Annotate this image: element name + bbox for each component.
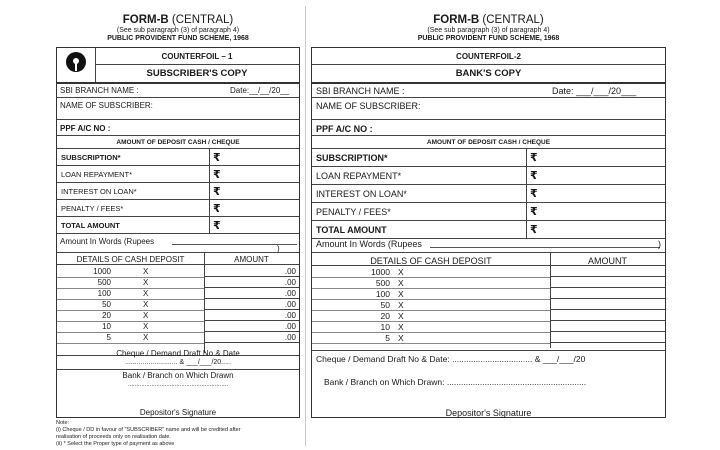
times-sign: X [398,267,404,277]
denomination-amount-field[interactable] [550,332,665,343]
denomination-amount-field[interactable]: .00 [204,299,299,310]
date-field[interactable]: Date: ___/___/20___ [552,86,637,96]
cheque-details-field[interactable]: Cheque / Demand Draft No & Date [116,349,240,358]
deposit-row-label: SUBSCRIPTION* [61,153,121,162]
rupee-icon[interactable]: ₹ [213,220,221,232]
scheme-name: PUBLIC PROVIDENT FUND SCHEME, 1968 [417,35,560,42]
denomination-value: 10 [380,322,390,332]
subscriber-name-field[interactable]: NAME OF SUBSCRIBER: [316,101,421,111]
deposit-row-label: PENALTY / FEES* [316,207,391,217]
page-divider [305,6,306,446]
rupee-icon[interactable]: ₹ [530,188,538,200]
amount-header: AMOUNT [588,256,627,266]
denomination-value: 50 [102,300,111,309]
details-box: SBI BRANCH NAME : Date: ___/___/20___ NAME OF SUBSCRIBER: PPF A/C NO : AMOUNT OF DEPOSIT CASH / CHEQUE Amount In Words (Rupees ) DETAILS OF CASH DEPOSIT AMOUNT Cheque / Demand Draft No & Date: .................................. & ___/___/20 Bank / Branch on Which Drawn: ........................................................... Depositor's Signature SUBSCRIPTION* ₹ LOAN REPAYMENT* ₹ INTEREST ON LOAN* ₹ PENALTY / FEES* ₹ TOTAL AMOUNT ₹ 1000 X 500 X 100 X 50 X 20 X 10 X 5 X [311,83,666,418]
times-sign: X [143,311,149,320]
rupee-icon[interactable]: ₹ [530,206,538,218]
denomination-amount-field[interactable]: .00 [204,321,299,332]
denomination-amount-field[interactable]: .00 [204,277,299,288]
times-sign: X [398,322,404,332]
note-line: (i) Cheque / DD in favour of "SUBSCRIBER" name and will be credited after [56,427,241,433]
deposit-row-label: LOAN REPAYMENT* [316,171,402,181]
ppf-account-field[interactable]: PPF A/C NO : [60,124,111,133]
bank-branch-field[interactable]: Bank / Branch on Which Drawn: ........................................................... [324,377,587,387]
deposit-row-label: SUBSCRIPTION* [316,153,388,163]
copy-title: BANK'S COPY [455,68,522,79]
denomination-amount-field[interactable]: .00 [204,288,299,299]
times-sign: X [143,322,149,331]
deposit-row-label: INTEREST ON LOAN* [316,189,407,199]
rupee-icon[interactable]: ₹ [530,224,538,236]
bank-branch-field[interactable]: Bank / Branch on Which Drawn [122,371,234,380]
denomination-amount-field[interactable] [550,299,665,310]
depositor-signature[interactable]: Depositor's Signature [139,408,217,417]
deposit-header: AMOUNT OF DEPOSIT CASH / CHEQUE [116,139,240,146]
denomination-value: 500 [375,278,390,288]
amount-header: AMOUNT [234,255,269,264]
times-sign: X [398,278,404,288]
bank-copy-form [311,0,666,418]
deposit-row-label: INTEREST ON LOAN* [61,187,137,196]
denomination-value: 500 [97,278,111,287]
branch-name-field[interactable]: SBI BRANCH NAME : [316,86,405,96]
denomination-value: 5 [106,333,111,342]
denomination-amount-field[interactable]: .00 [204,266,299,277]
depositor-signature[interactable]: Depositor's Signature [445,408,532,418]
denomination-amount-field[interactable] [550,277,665,288]
denomination-amount-field[interactable]: .00 [204,310,299,321]
amount-in-words-field[interactable]: Amount In Words (Rupees [316,239,422,249]
form-subtitle: (See sub paragraph (3) of paragraph 4) [427,27,550,34]
form-header [56,14,300,43]
cash-deposit-header: DETAILS OF CASH DEPOSIT [76,255,185,264]
deposit-row-label: LOAN REPAYMENT* [61,170,132,179]
denomination-value: 1000 [371,267,390,277]
denomination-value: 20 [102,311,111,320]
denomination-amount-field[interactable] [550,266,665,277]
amount-in-words-field[interactable]: Amount In Words (Rupees [60,237,155,246]
deposit-row-label: TOTAL AMOUNT [316,225,387,235]
denomination-amount-field[interactable]: .00 [204,332,299,343]
form-title: FORM-B (CENTRAL) [122,14,234,26]
cheque-details-field[interactable]: Cheque / Demand Draft No & Date: .................................. & ___/___/20 [316,354,586,364]
note-line: Note: [56,420,70,426]
times-sign: X [143,267,149,276]
cash-deposit-header: DETAILS OF CASH DEPOSIT [370,256,492,266]
scheme-name: PUBLIC PROVIDENT FUND SCHEME, 1968 [107,35,249,42]
times-sign: X [143,333,149,342]
rupee-icon[interactable]: ₹ [530,170,538,182]
rupee-icon[interactable]: ₹ [213,152,221,164]
denomination-value: 50 [380,300,390,310]
counterfoil-box [56,47,300,83]
counterfoil-box [311,47,666,83]
subscriber-copy-form [56,0,300,447]
note-line: realisation of proceeds only on realisation date. [56,434,171,440]
denomination-value: 1000 [93,267,111,276]
denomination-amount-field[interactable] [550,310,665,321]
times-sign: X [398,289,404,299]
form-header [311,14,666,43]
cheque-date-field[interactable]: ........................... & ___/___/20..... [125,359,231,366]
denomination-value: 20 [380,311,390,321]
times-sign: X [398,333,404,343]
deposit-row-label: PENALTY / FEES* [61,204,124,213]
denomination-amount-field[interactable] [550,288,665,299]
rupee-icon[interactable]: ₹ [213,169,221,181]
denomination-value: 100 [375,289,390,299]
counterfoil-label: COUNTERFOIL-2 [456,52,521,61]
denomination-amount-field[interactable] [550,321,665,332]
copy-title: SUBSCRIBER'S COPY [146,68,248,79]
times-sign: X [143,278,149,287]
sbi-logo-icon [66,52,86,72]
date-field[interactable]: Date:__/__/20__ [230,86,290,95]
denomination-value: 100 [97,289,111,298]
details-box: SBI BRANCH NAME : Date:__/__/20__ NAME OF SUBSCRIBER: PPF A/C NO : AMOUNT OF DEPOSIT CASH / CHEQUE Amount In Words (Rupees ) DETAILS OF CASH DEPOSIT AMOUNT Cheque / Demand Draft No & Date ........................... & ___/___/20..... Bank / Branch on Which Drawn ............................................................ Depositor's Signature SUBSCRIPTION* ₹ LOAN REPAYMENT* ₹ INTEREST ON LOAN* ₹ PENALTY / FEES* ₹ TOTAL AMOUNT ₹ 1000 X .00 500 X .00 100 X .00 50 X .00 20 X .00 10 X .00 5 X .00 [56,83,300,418]
form-title: FORM-B (CENTRAL) [433,14,544,26]
times-sign: X [143,300,149,309]
subscriber-name-field[interactable]: NAME OF SUBSCRIBER: [60,101,153,110]
form-subtitle: (See sub paragraph (3) of paragraph 4) [116,27,240,34]
branch-name-field[interactable]: SBI BRANCH NAME : [60,86,139,95]
times-sign: X [143,289,149,298]
note-line: (ii) * Select the Proper type of payment as above [56,441,175,447]
denomination-value: 5 [385,333,390,343]
rupee-icon[interactable]: ₹ [530,152,538,164]
deposit-row-label: TOTAL AMOUNT [61,221,120,230]
denomination-value: 10 [102,322,111,331]
times-sign: X [398,300,404,310]
rupee-icon[interactable]: ₹ [213,203,221,215]
counterfoil-label: COUNTERFOIL – 1 [161,52,233,61]
rupee-icon[interactable]: ₹ [213,186,221,198]
deposit-header: AMOUNT OF DEPOSIT CASH / CHEQUE [426,139,551,146]
ppf-account-field[interactable]: PPF A/C NO : [316,124,373,134]
times-sign: X [398,311,404,321]
